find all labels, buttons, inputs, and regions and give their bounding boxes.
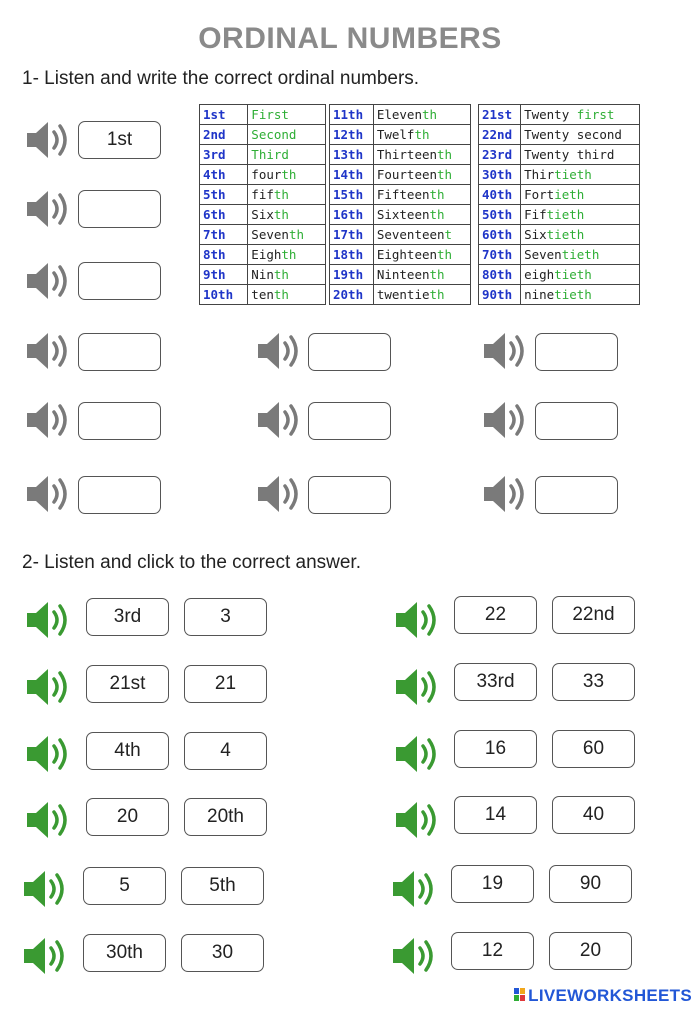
answer-option-button[interactable]: 21 — [184, 665, 267, 703]
ordinal-word — [521, 105, 640, 125]
speaker-icon[interactable] — [255, 329, 303, 373]
word-suffix: t — [444, 227, 453, 242]
ordinal-word — [248, 125, 326, 145]
ordinal-number: 4th — [200, 165, 248, 185]
ordinal-word — [248, 245, 326, 265]
ordinal-number: 30th — [479, 165, 521, 185]
ordinal-word — [248, 225, 326, 245]
answer-input[interactable] — [308, 402, 391, 440]
ordinal-number: 40th — [479, 185, 521, 205]
ordinal-number: 6th — [200, 205, 248, 225]
ordinal-word — [521, 125, 640, 145]
speaker-icon[interactable] — [24, 798, 72, 842]
logo-text: LIVEWORKSHEETS — [528, 986, 692, 1005]
ordinal-word — [521, 285, 640, 305]
ordinal-number: 1st — [200, 105, 248, 125]
answer-input[interactable] — [78, 402, 161, 440]
table-row — [200, 145, 326, 165]
word-suffix: first — [576, 107, 615, 122]
speaker-icon[interactable] — [24, 732, 72, 776]
answer-option-button[interactable]: 30 — [181, 934, 264, 972]
table-row — [479, 205, 640, 225]
ordinal-number: 12th — [330, 125, 374, 145]
word-stem: four — [251, 167, 282, 182]
word-stem: Sixteen — [376, 207, 430, 222]
word-stem: Seventeen — [376, 227, 445, 242]
ordinal-word — [373, 265, 470, 285]
table-row — [330, 265, 471, 285]
speaker-icon[interactable] — [24, 472, 72, 516]
word-stem: twentie — [376, 287, 430, 302]
table-row — [200, 165, 326, 185]
ordinal-number: 16th — [330, 205, 374, 225]
ordinal-number: 80th — [479, 265, 521, 285]
word-stem: Fifteen — [376, 187, 430, 202]
answer-option-button[interactable]: 16 — [454, 730, 537, 768]
ordinal-number: 14th — [330, 165, 374, 185]
word-suffix: th — [437, 147, 453, 162]
ordinal-number: 17th — [330, 225, 374, 245]
word-suffix: ieth — [554, 187, 585, 202]
ordinal-word — [521, 265, 640, 285]
ordinal-word — [373, 125, 470, 145]
table-row — [330, 285, 471, 305]
speaker-icon[interactable] — [21, 867, 69, 911]
ordinal-word — [248, 145, 326, 165]
speaker-icon[interactable] — [24, 118, 72, 162]
answer-input[interactable] — [78, 121, 161, 159]
logo-mark-icon — [514, 987, 526, 1001]
ordinal-number: 13th — [330, 145, 374, 165]
table-row — [479, 245, 640, 265]
speaker-icon[interactable] — [393, 798, 441, 842]
ordinal-number: 70th — [479, 245, 521, 265]
ordinal-word — [521, 245, 640, 265]
table-row — [479, 265, 640, 285]
word-suffix: th — [437, 167, 453, 182]
word-stem: Fif — [524, 207, 547, 222]
word-stem: Fourteen — [376, 167, 438, 182]
answer-option-button[interactable]: 22nd — [552, 596, 635, 634]
word-suffix: th — [429, 187, 445, 202]
word-stem: Ninteen — [376, 267, 430, 282]
word-suffix: th — [429, 267, 445, 282]
ordinal-number: 20th — [330, 285, 374, 305]
section2-instruction: 2- Listen and click to the correct answer. — [22, 552, 361, 573]
speaker-icon[interactable] — [24, 398, 72, 442]
ordinal-number: 18th — [330, 245, 374, 265]
word-suffix: th — [273, 287, 289, 302]
table-row — [330, 165, 471, 185]
word-suffix: tieth — [561, 247, 600, 262]
ordinal-table — [478, 104, 640, 305]
ordinal-word — [521, 185, 640, 205]
ordinal-number: 19th — [330, 265, 374, 285]
ordinal-number: 22nd — [479, 125, 521, 145]
table-row — [200, 225, 326, 245]
ordinal-word — [373, 185, 470, 205]
ordinal-number: 9th — [200, 265, 248, 285]
ordinal-number: 11th — [330, 105, 374, 125]
word-suffix: th — [429, 207, 445, 222]
ordinal-number: 7th — [200, 225, 248, 245]
word-stem: Eleven — [376, 107, 422, 122]
ordinal-word — [248, 185, 326, 205]
table-row — [330, 145, 471, 165]
table-row — [330, 105, 471, 125]
answer-option-button[interactable]: 5th — [181, 867, 264, 905]
speaker-icon[interactable] — [24, 665, 72, 709]
table-row — [479, 225, 640, 245]
answer-input[interactable] — [308, 333, 391, 371]
speaker-icon[interactable] — [393, 598, 441, 642]
ordinal-number: 2nd — [200, 125, 248, 145]
table-row — [479, 165, 640, 185]
ordinal-word — [373, 245, 470, 265]
speaker-icon[interactable] — [481, 398, 529, 442]
ordinal-number: 23rd — [479, 145, 521, 165]
word-stem: Twenty second — [524, 127, 622, 142]
ordinal-number: 5th — [200, 185, 248, 205]
ordinal-table — [199, 104, 326, 305]
answer-option-button[interactable]: 20th — [184, 798, 267, 836]
answer-option-button[interactable]: 12 — [451, 932, 534, 970]
answer-option-button[interactable]: 4th — [86, 732, 169, 770]
table-row — [200, 105, 326, 125]
ordinal-number: 21st — [479, 105, 521, 125]
table-row — [330, 245, 471, 265]
ordinal-number: 60th — [479, 225, 521, 245]
word-stem: Six — [524, 227, 547, 242]
table-row — [479, 105, 640, 125]
word-stem: Thir — [524, 167, 555, 182]
speaker-icon[interactable] — [481, 472, 529, 516]
page-title: ORDINAL NUMBERS — [198, 22, 502, 55]
answer-option-button[interactable]: 90 — [549, 865, 632, 903]
answer-option-button[interactable]: 60 — [552, 730, 635, 768]
word-suffix: Second — [251, 127, 297, 142]
ordinal-word — [373, 165, 470, 185]
ordinal-number: 3rd — [200, 145, 248, 165]
table-row — [330, 185, 471, 205]
answer-input[interactable] — [535, 333, 618, 371]
answer-option-button[interactable]: 33 — [552, 663, 635, 701]
word-suffix: tieth — [554, 287, 592, 302]
word-suffix: tieth — [546, 227, 585, 242]
word-suffix: th — [281, 167, 297, 182]
answer-option-button[interactable]: 3 — [184, 598, 267, 636]
answer-input[interactable] — [535, 476, 618, 514]
word-stem: eigh — [524, 267, 555, 282]
answer-input[interactable] — [78, 333, 161, 371]
word-stem: Eigh — [251, 247, 282, 262]
ordinal-word — [248, 265, 326, 285]
ordinal-number: 10th — [200, 285, 248, 305]
word-stem: Six — [251, 207, 274, 222]
word-stem: Seven — [524, 247, 562, 262]
speaker-icon[interactable] — [255, 398, 303, 442]
speaker-icon[interactable] — [24, 598, 72, 642]
word-stem: Seven — [251, 227, 289, 242]
speaker-icon[interactable] — [255, 472, 303, 516]
liveworksheets-logo — [514, 986, 692, 1006]
answer-input[interactable] — [308, 476, 391, 514]
ordinal-word — [248, 105, 326, 125]
answer-option-button[interactable]: 21st — [86, 665, 169, 703]
word-stem: Eighteen — [376, 247, 438, 262]
answer-option-button[interactable]: 3rd — [86, 598, 169, 636]
answer-input[interactable] — [535, 402, 618, 440]
speaker-icon[interactable] — [24, 259, 72, 303]
table-row — [330, 125, 471, 145]
ordinal-number: 15th — [330, 185, 374, 205]
speaker-icon[interactable] — [481, 329, 529, 373]
table-row — [200, 245, 326, 265]
word-suffix: tieth — [554, 167, 592, 182]
answer-option-button[interactable]: 4 — [184, 732, 267, 770]
ordinal-word — [373, 225, 470, 245]
answer-option-button[interactable]: 33rd — [454, 663, 537, 701]
ordinal-word — [521, 205, 640, 225]
ordinal-word — [373, 205, 470, 225]
ordinal-word — [373, 285, 470, 305]
word-suffix: First — [251, 107, 289, 122]
table-row — [479, 125, 640, 145]
word-suffix: th — [273, 267, 289, 282]
word-stem: nine — [524, 287, 555, 302]
ordinal-word — [373, 105, 470, 125]
table-row — [479, 285, 640, 305]
word-stem: ten — [251, 287, 274, 302]
answer-option-button[interactable]: 30th — [83, 934, 166, 972]
table-row — [200, 265, 326, 285]
word-stem: Nin — [251, 267, 274, 282]
word-stem: fif — [251, 187, 274, 202]
table-row — [200, 205, 326, 225]
speaker-icon[interactable] — [393, 732, 441, 776]
speaker-icon[interactable] — [390, 934, 438, 978]
table-row — [479, 145, 640, 165]
word-stem: Twenty — [524, 107, 577, 122]
answer-option-button[interactable]: 5 — [83, 867, 166, 905]
ordinal-word — [248, 205, 326, 225]
table-row — [200, 185, 326, 205]
ordinal-word — [248, 285, 326, 305]
table-row — [479, 185, 640, 205]
table-row — [200, 285, 326, 305]
speaker-icon[interactable] — [390, 867, 438, 911]
answer-option-button[interactable]: 14 — [454, 796, 537, 834]
word-suffix: th — [281, 247, 297, 262]
word-suffix: th — [288, 227, 304, 242]
answer-option-button[interactable]: 19 — [451, 865, 534, 903]
table-row — [330, 225, 471, 245]
speaker-icon[interactable] — [393, 665, 441, 709]
ordinal-table — [329, 104, 471, 305]
word-suffix: th — [429, 287, 445, 302]
speaker-icon[interactable] — [24, 187, 72, 231]
answer-input[interactable] — [78, 190, 161, 228]
word-stem: Twelf — [376, 127, 415, 142]
answer-option-button[interactable]: 40 — [552, 796, 635, 834]
ordinal-word — [521, 165, 640, 185]
word-suffix: th — [273, 207, 289, 222]
ordinal-word — [521, 145, 640, 165]
word-suffix: tieth — [546, 207, 585, 222]
word-stem: Thirteen — [376, 147, 438, 162]
ordinal-word — [521, 225, 640, 245]
section1-instruction: 1- Listen and write the correct ordinal numbers. — [22, 68, 420, 89]
answer-option-button[interactable]: 22 — [454, 596, 537, 634]
speaker-icon[interactable] — [24, 329, 72, 373]
answer-option-button[interactable]: 20 — [86, 798, 169, 836]
word-stem: Twenty third — [524, 147, 615, 162]
word-suffix: th — [421, 107, 438, 122]
word-suffix: tieth — [554, 267, 592, 282]
ordinal-word — [373, 145, 470, 165]
speaker-icon[interactable] — [21, 934, 69, 978]
answer-option-button[interactable]: 20 — [549, 932, 632, 970]
word-suffix: th — [437, 247, 453, 262]
word-suffix: th — [273, 187, 289, 202]
word-suffix: Third — [251, 147, 289, 162]
word-suffix: th — [414, 127, 430, 142]
word-stem: Fort — [524, 187, 555, 202]
table-row — [330, 205, 471, 225]
answer-input[interactable] — [78, 476, 161, 514]
table-row — [200, 125, 326, 145]
ordinal-number: 8th — [200, 245, 248, 265]
answer-input[interactable] — [78, 262, 161, 300]
ordinal-word — [248, 165, 326, 185]
ordinal-number: 90th — [479, 285, 521, 305]
ordinal-number: 50th — [479, 205, 521, 225]
